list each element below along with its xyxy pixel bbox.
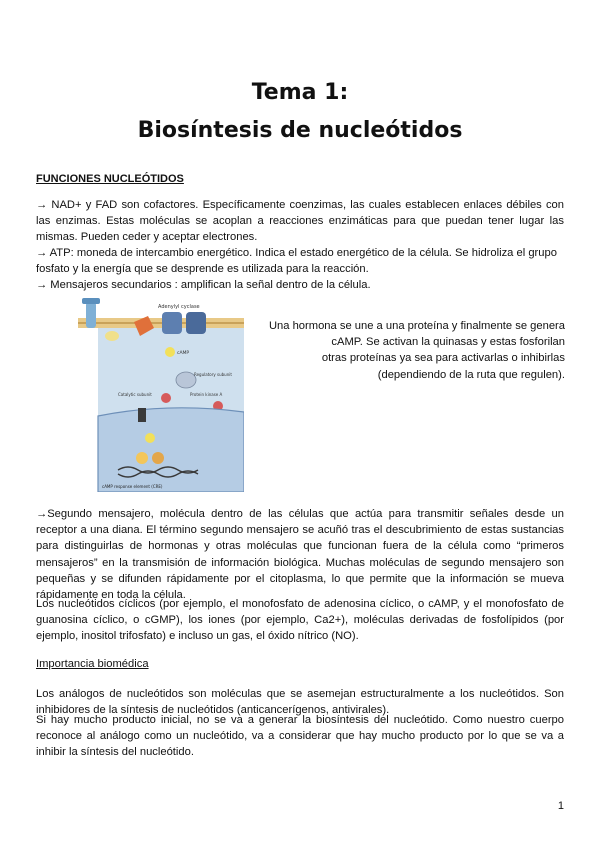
label-adenylyl-cyclase: Adenylyl cyclase bbox=[158, 304, 200, 310]
paragraph-analogs: Los análogos de nucleótidos son moléculas que se asemejan estructuralmente a los nucleótidos. Son inhibidores de la síntesis de nucleótidos (anticancerígenos, antivirales). bbox=[36, 688, 564, 717]
receptor-shape bbox=[86, 302, 96, 328]
pka-shape bbox=[176, 372, 196, 388]
section-heading-funciones: FUNCIONES NUCLEÓTIDOS bbox=[36, 173, 184, 185]
paragraph-atp: → ATP: moneda de intercambio energético. Indica el estado energético de la célula. Se hidroliza el grupo fosfato y la energía que se desprende es utilizada para la reacción. bbox=[36, 247, 557, 276]
subheading-importancia-biomedica: Importancia biomédica bbox=[36, 658, 149, 670]
paragraph-cyclic-nucleotides: Los nucleótidos cíclicos (por ejemplo, el monofosfato de adenosina cíclico, o cAMP, y el monofosfato de guanosina cíclico, o cGMP), los iones (por ejemplo, Ca2+), moléculas derivadas de fosfolípidos (por ejemplo, inositol trifosfato) e incluso un gas, el óxido nítrico (NO). bbox=[36, 598, 564, 643]
title-line-1: Tema 1: bbox=[251, 80, 349, 105]
figure-caption bbox=[262, 318, 565, 383]
label-cre: cAMP response element (CRE) bbox=[102, 484, 163, 489]
camp-molecule bbox=[165, 347, 175, 357]
nucleus-shape bbox=[98, 408, 244, 492]
label-camp: cAMP bbox=[177, 351, 190, 356]
label-pka: Protein kinase A bbox=[190, 392, 223, 397]
adenylyl-cyclase-shape bbox=[162, 312, 182, 334]
paragraph-second-messenger-definition: →Segundo mensajero, molécula dentro de las células que actúa para transmitir señales desde un receptor a una diana. El término segundo mensajero se acuñó tras el descubrimiento de estas sustancias para distinguirlas de hormonas y otras moléculas que funcionan fuera de la célula como “primeros mensajeros” en la transmisión de información biológica. Muchas moléculas de segundo mensajero son pequeñas y se difunden rápidamente por el citoplasma, lo que permite que la información se mueva rápidamente en toda la célula. bbox=[36, 508, 564, 602]
caption-line-1: Una hormona se une a una proteína y finalmente se genera bbox=[268, 320, 565, 332]
paragraph-inhibition: Si hay mucho producto inicial, no se va a generar la biosíntesis del nucleótido. Como nuestro cuerpo reconoce al análogo como un nucleótido, va a considerar que hay mucho producto por lo que se va a inhibir la síntesis del nucleótido. bbox=[36, 714, 564, 759]
paragraph-second-messengers: → Mensajeros secundarios : amplifican la señal dentro de la célula. bbox=[36, 279, 371, 291]
page-number: 1 bbox=[557, 800, 564, 812]
camp-signaling-figure bbox=[78, 298, 244, 492]
g-protein-shape bbox=[105, 331, 119, 341]
caption-line-3: otras proteínas ya sea para activarlas o inhibirlas bbox=[321, 352, 565, 365]
nuclear-pore bbox=[138, 408, 146, 422]
label-catalytic: Catalytic subunit bbox=[118, 392, 152, 397]
catalytic-subunit-shape bbox=[161, 393, 171, 403]
label-regulatory: Regulatory subunit bbox=[194, 372, 232, 377]
paragraph-cofactors: → NAD+ y FAD son cofactores. Específicamente coenzimas, las cuales establecen enlaces débiles con las enzimas. Estas moléculas se acoplan a reacciones enzimáticas para que puedan tener lugar las mismas. Pueden ceder y aceptar electrones. bbox=[36, 199, 564, 244]
caption-line-2: cAMP. Se activan la quinasas y estas fosforilan bbox=[331, 336, 565, 349]
title-line-2: Biosíntesis de nucleótidos bbox=[137, 118, 463, 143]
caption-line-4: (dependiendo de la ruta que regulen). bbox=[377, 368, 565, 381]
creb-shape bbox=[145, 433, 155, 443]
